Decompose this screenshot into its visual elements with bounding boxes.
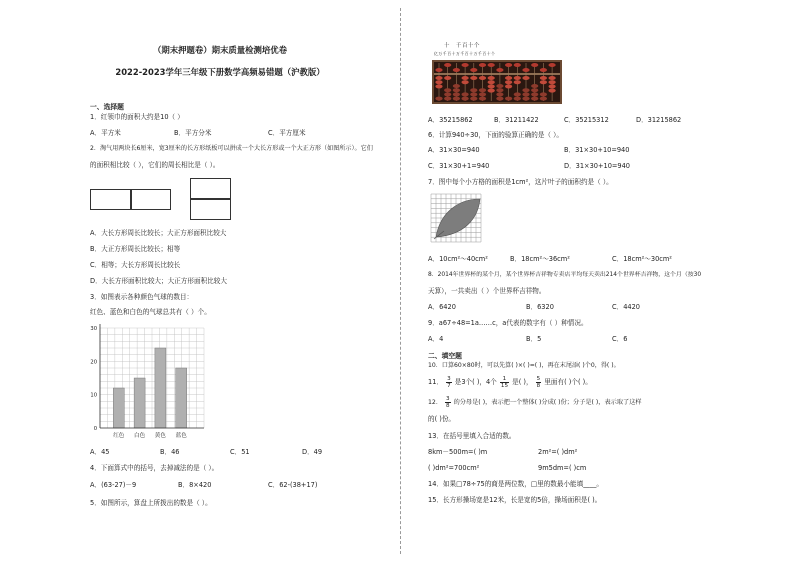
x-tick-label: 黄色 bbox=[154, 433, 167, 439]
bar-白色 bbox=[134, 378, 145, 428]
abacus-image bbox=[432, 60, 562, 104]
q15-stem: 15．长方形操场宽是12米，长是宽的5倍，操场面积是( )。 bbox=[428, 496, 602, 504]
abacus-bead bbox=[488, 76, 495, 80]
abacus-bead bbox=[470, 92, 477, 96]
abacus-bead bbox=[435, 84, 442, 88]
q7-option-c: C．18cm²～30cm² bbox=[612, 255, 672, 263]
abacus-bead bbox=[549, 89, 556, 93]
q2-stem-line1: 2．淘气用两块长6厘米，宽3厘米的长方形纸板可以拼成一个大长方形或一个大正方形（如图所示）。它们 bbox=[90, 145, 373, 152]
q9-stem: 9．a67÷48=1a……c，a代表的数字有（ ）种情况。 bbox=[428, 319, 588, 327]
abacus-bead bbox=[479, 88, 486, 92]
q7-option-a: A．10cm²～40cm² bbox=[428, 255, 488, 263]
q1-option-b: B．平方分米 bbox=[174, 129, 212, 137]
q4-option-a: A．(63-27)－9 bbox=[90, 481, 137, 489]
x-tick-label: 蓝色 bbox=[175, 433, 187, 439]
abacus-bead bbox=[540, 92, 547, 96]
abacus-bead bbox=[514, 97, 521, 101]
q11-fraction-1: $\frac{3}{7}$ bbox=[447, 375, 451, 389]
abacus-drawing bbox=[432, 60, 562, 104]
q13-row2-b: 9m5dm=( )cm bbox=[538, 464, 587, 472]
abacus-bead bbox=[505, 80, 512, 84]
q13-row2-a: ( )dm²=700cm² bbox=[428, 464, 480, 472]
abacus-bead bbox=[514, 76, 521, 80]
abacus-bead bbox=[496, 68, 503, 72]
q11-part1: 11． bbox=[428, 378, 443, 386]
abacus-bead bbox=[496, 88, 503, 92]
q1-option-c: C．平方厘米 bbox=[268, 129, 306, 137]
abacus-place-label: 十 bbox=[468, 43, 474, 49]
abacus-bead bbox=[514, 92, 521, 96]
abacus-bead bbox=[462, 97, 469, 101]
section-fill-heading: 二、填空题 bbox=[428, 352, 462, 360]
abacus-bead bbox=[531, 63, 538, 67]
q3-option-a: A．45 bbox=[90, 448, 110, 456]
abacus-bead bbox=[462, 63, 469, 67]
abacus-unit-labels: 亿万千百十万千百十万千百十个 bbox=[434, 51, 496, 56]
abacus-bead bbox=[488, 63, 495, 67]
q2-option-b: B．大正方形周长比较长；相等 bbox=[90, 245, 181, 253]
abacus-bead bbox=[522, 97, 529, 101]
q2-option-d: D．大长方形面积比较大；大正方形面积比较大 bbox=[90, 277, 227, 285]
q3-option-c: C．51 bbox=[230, 448, 250, 456]
abacus-bead bbox=[444, 76, 451, 80]
abacus-place-label: 个 bbox=[474, 43, 480, 49]
q6-option-c: C．31×30+1=940 bbox=[428, 162, 490, 170]
abacus-bead bbox=[514, 63, 521, 67]
abacus-bead bbox=[540, 68, 547, 72]
abacus-bead bbox=[505, 84, 512, 88]
abacus-bead bbox=[453, 68, 460, 72]
abacus-bead bbox=[444, 88, 451, 92]
abacus-bead bbox=[453, 92, 460, 96]
q5-option-b: B．31211422 bbox=[494, 116, 539, 124]
q8-option-c: C．4420 bbox=[612, 303, 640, 311]
abacus-bead bbox=[496, 92, 503, 96]
q11-part3: 是( )， bbox=[512, 378, 533, 386]
abacus-bead bbox=[531, 92, 538, 96]
bar-红色 bbox=[113, 388, 124, 428]
y-tick-label: 10 bbox=[90, 392, 97, 399]
q6-option-b: B．31×30+10=940 bbox=[564, 146, 630, 154]
q3-option-d: D．49 bbox=[302, 448, 323, 456]
q11-fraction-3: $\frac{5}{8}$ bbox=[536, 375, 541, 389]
abacus-bead bbox=[540, 80, 547, 84]
abacus-bead bbox=[488, 84, 495, 88]
q13-stem: 13．在括号里填入合适的数。 bbox=[428, 432, 516, 440]
abacus-bead bbox=[479, 63, 486, 67]
abacus-bead bbox=[540, 97, 547, 101]
abacus-bead bbox=[496, 84, 503, 88]
abacus-bead bbox=[549, 63, 556, 67]
abacus-bead bbox=[522, 88, 529, 92]
q3-stem-line1: 3．如图表示各种颜色气球的数目： bbox=[90, 293, 194, 301]
abacus-top-labels bbox=[434, 43, 562, 51]
title-line-1: （期末押题卷）期末质量检测培优卷 bbox=[153, 45, 287, 55]
q5-option-a: A．35215862 bbox=[428, 116, 473, 124]
abacus-bead bbox=[488, 89, 495, 93]
y-tick-label: 20 bbox=[90, 359, 97, 366]
q4-option-c: C．62-(38+17) bbox=[268, 481, 318, 489]
q11-part4: 里面有( )个( )。 bbox=[544, 378, 592, 386]
q9-option-c: C．6 bbox=[612, 335, 628, 343]
q13-row1-a: 8km－500m=( )m bbox=[428, 448, 488, 456]
title-line-2: 2022-2023学年三年级下册数学高频易错题（沪教版） bbox=[115, 67, 325, 77]
abacus-bead bbox=[435, 80, 442, 84]
abacus-bead bbox=[549, 84, 556, 88]
abacus-bead bbox=[531, 84, 538, 88]
abacus-bead bbox=[522, 68, 529, 72]
abacus-bead bbox=[470, 97, 477, 101]
q1-stem: 1．红领巾的面积大约是10（ ） bbox=[90, 113, 184, 121]
abacus-bead bbox=[479, 76, 486, 80]
q12-fraction: $\frac{3}{8}$ bbox=[446, 395, 450, 409]
q8-option-b: B．6320 bbox=[526, 303, 554, 311]
q11-fraction-2: $\frac{1}{15}$ bbox=[500, 375, 509, 389]
abacus-bead bbox=[488, 80, 495, 84]
q1-option-a: A．平方米 bbox=[90, 129, 121, 137]
q13-row1-b: 2m²=( )dm² bbox=[538, 448, 578, 456]
abacus-bead bbox=[435, 68, 442, 72]
leaf-grid-figure bbox=[430, 193, 486, 243]
abacus-bead bbox=[522, 92, 529, 96]
abacus-bead bbox=[522, 76, 529, 80]
q3-option-b: B．46 bbox=[160, 448, 180, 456]
q12-line2: 的( )份。 bbox=[428, 415, 456, 423]
q2-option-a: A．大长方形周长比较长；大正方形面积比较大 bbox=[90, 229, 227, 237]
abacus-bead bbox=[462, 80, 469, 84]
q6-option-a: A．31×30=940 bbox=[428, 146, 480, 154]
abacus-bead bbox=[496, 97, 503, 101]
bar-黄色 bbox=[155, 348, 166, 428]
abacus-bead bbox=[435, 97, 442, 101]
page-divider bbox=[400, 8, 401, 554]
q4-option-b: B．8×420 bbox=[178, 481, 212, 489]
q3-stem-line2: 红色、蓝色和白色的气球总共有（ ）个。 bbox=[90, 308, 211, 316]
abacus-bead bbox=[453, 97, 460, 101]
q12-stem bbox=[428, 395, 642, 411]
q14-stem: 14．如果□78÷75的商是两位数，□里的数最小能填____。 bbox=[428, 480, 604, 488]
abacus-bead bbox=[453, 84, 460, 88]
q12-part2: 的分母是( )，表示把一个整体( )分成( )份；分子是( )，表示取了这样 bbox=[453, 399, 642, 406]
abacus-bead bbox=[444, 97, 451, 101]
abacus-bead bbox=[453, 88, 460, 92]
q11-part2: 是3个( )，4个 bbox=[454, 378, 497, 386]
abacus-bead bbox=[444, 92, 451, 96]
q7-option-b: B．18cm²～36cm² bbox=[510, 255, 570, 263]
abacus-bead bbox=[549, 76, 556, 80]
abacus-bead bbox=[505, 63, 512, 67]
abacus-bead bbox=[514, 80, 521, 84]
abacus-bead bbox=[479, 97, 486, 101]
abacus-bead bbox=[531, 88, 538, 92]
abacus-place-label: 十 bbox=[444, 43, 450, 49]
abacus-place-label: 百 bbox=[462, 43, 468, 49]
abacus-bead bbox=[505, 76, 512, 80]
q8-option-a: A．6420 bbox=[428, 303, 456, 311]
q6-stem: 6．计算940÷30，下面的验算正确的是（ ）。 bbox=[428, 131, 563, 139]
q5-option-c: C．35215312 bbox=[564, 116, 609, 124]
abacus-bead bbox=[531, 97, 538, 101]
q8-stem-line1: 8．2014年世界杯的某个月，某个世界杯吉祥物专卖店平均每天卖出214个世界杯吉祥物，这个月（按30 bbox=[428, 272, 702, 278]
q2-stem-line2: 的面积相比较（ ），它们的周长相比是（ ）。 bbox=[90, 161, 220, 169]
abacus-bead bbox=[479, 92, 486, 96]
abacus-bead bbox=[505, 97, 512, 101]
abacus-bead bbox=[462, 76, 469, 80]
abacus-bead bbox=[470, 88, 477, 92]
abacus-bead bbox=[540, 76, 547, 80]
q6-option-d: D．31×30+10=940 bbox=[564, 162, 631, 170]
q7-stem: 7．图中每个小方格的面积是1cm²，这片叶子的面积约是（ ）。 bbox=[428, 178, 613, 186]
q10-stem: 10．口算60×80时，可以先算( )×( )=( )，再在末尾添( )个0，得( )。 bbox=[428, 362, 620, 369]
q2-option-c: C．相等；大长方形周长比较长 bbox=[90, 261, 181, 269]
q4-stem: 4．下面算式中的括号，去掉减法的是（ ）。 bbox=[90, 464, 219, 472]
abacus-bead bbox=[549, 80, 556, 84]
abacus-bead bbox=[444, 63, 451, 67]
y-tick-label: 30 bbox=[90, 326, 97, 332]
abacus-place-label: 千 bbox=[456, 43, 462, 49]
abacus-bead bbox=[462, 92, 469, 96]
x-tick-label: 红色 bbox=[113, 433, 125, 439]
q12-part1: 12． bbox=[428, 399, 443, 406]
q11-stem bbox=[428, 374, 592, 390]
bar-蓝色 bbox=[176, 368, 187, 428]
q9-option-a: A．4 bbox=[428, 335, 444, 343]
balloon-bar-chart bbox=[82, 320, 212, 442]
abacus-bead bbox=[470, 68, 477, 72]
abacus-bead bbox=[435, 76, 442, 80]
q5-option-d: D．31215862 bbox=[636, 116, 682, 124]
abacus-bead bbox=[470, 76, 477, 80]
q5-stem: 5．如图所示，算盘上所拨出的数是（ ）。 bbox=[90, 499, 212, 507]
y-tick-label: 0 bbox=[93, 426, 97, 432]
x-tick-label: 白色 bbox=[133, 433, 146, 439]
q8-stem-line2: 天算），一共卖出（ ）个世界杯吉祥物。 bbox=[428, 287, 546, 295]
section-choice-heading: 一、选择题 bbox=[90, 103, 124, 111]
q9-option-b: B．5 bbox=[526, 335, 542, 343]
